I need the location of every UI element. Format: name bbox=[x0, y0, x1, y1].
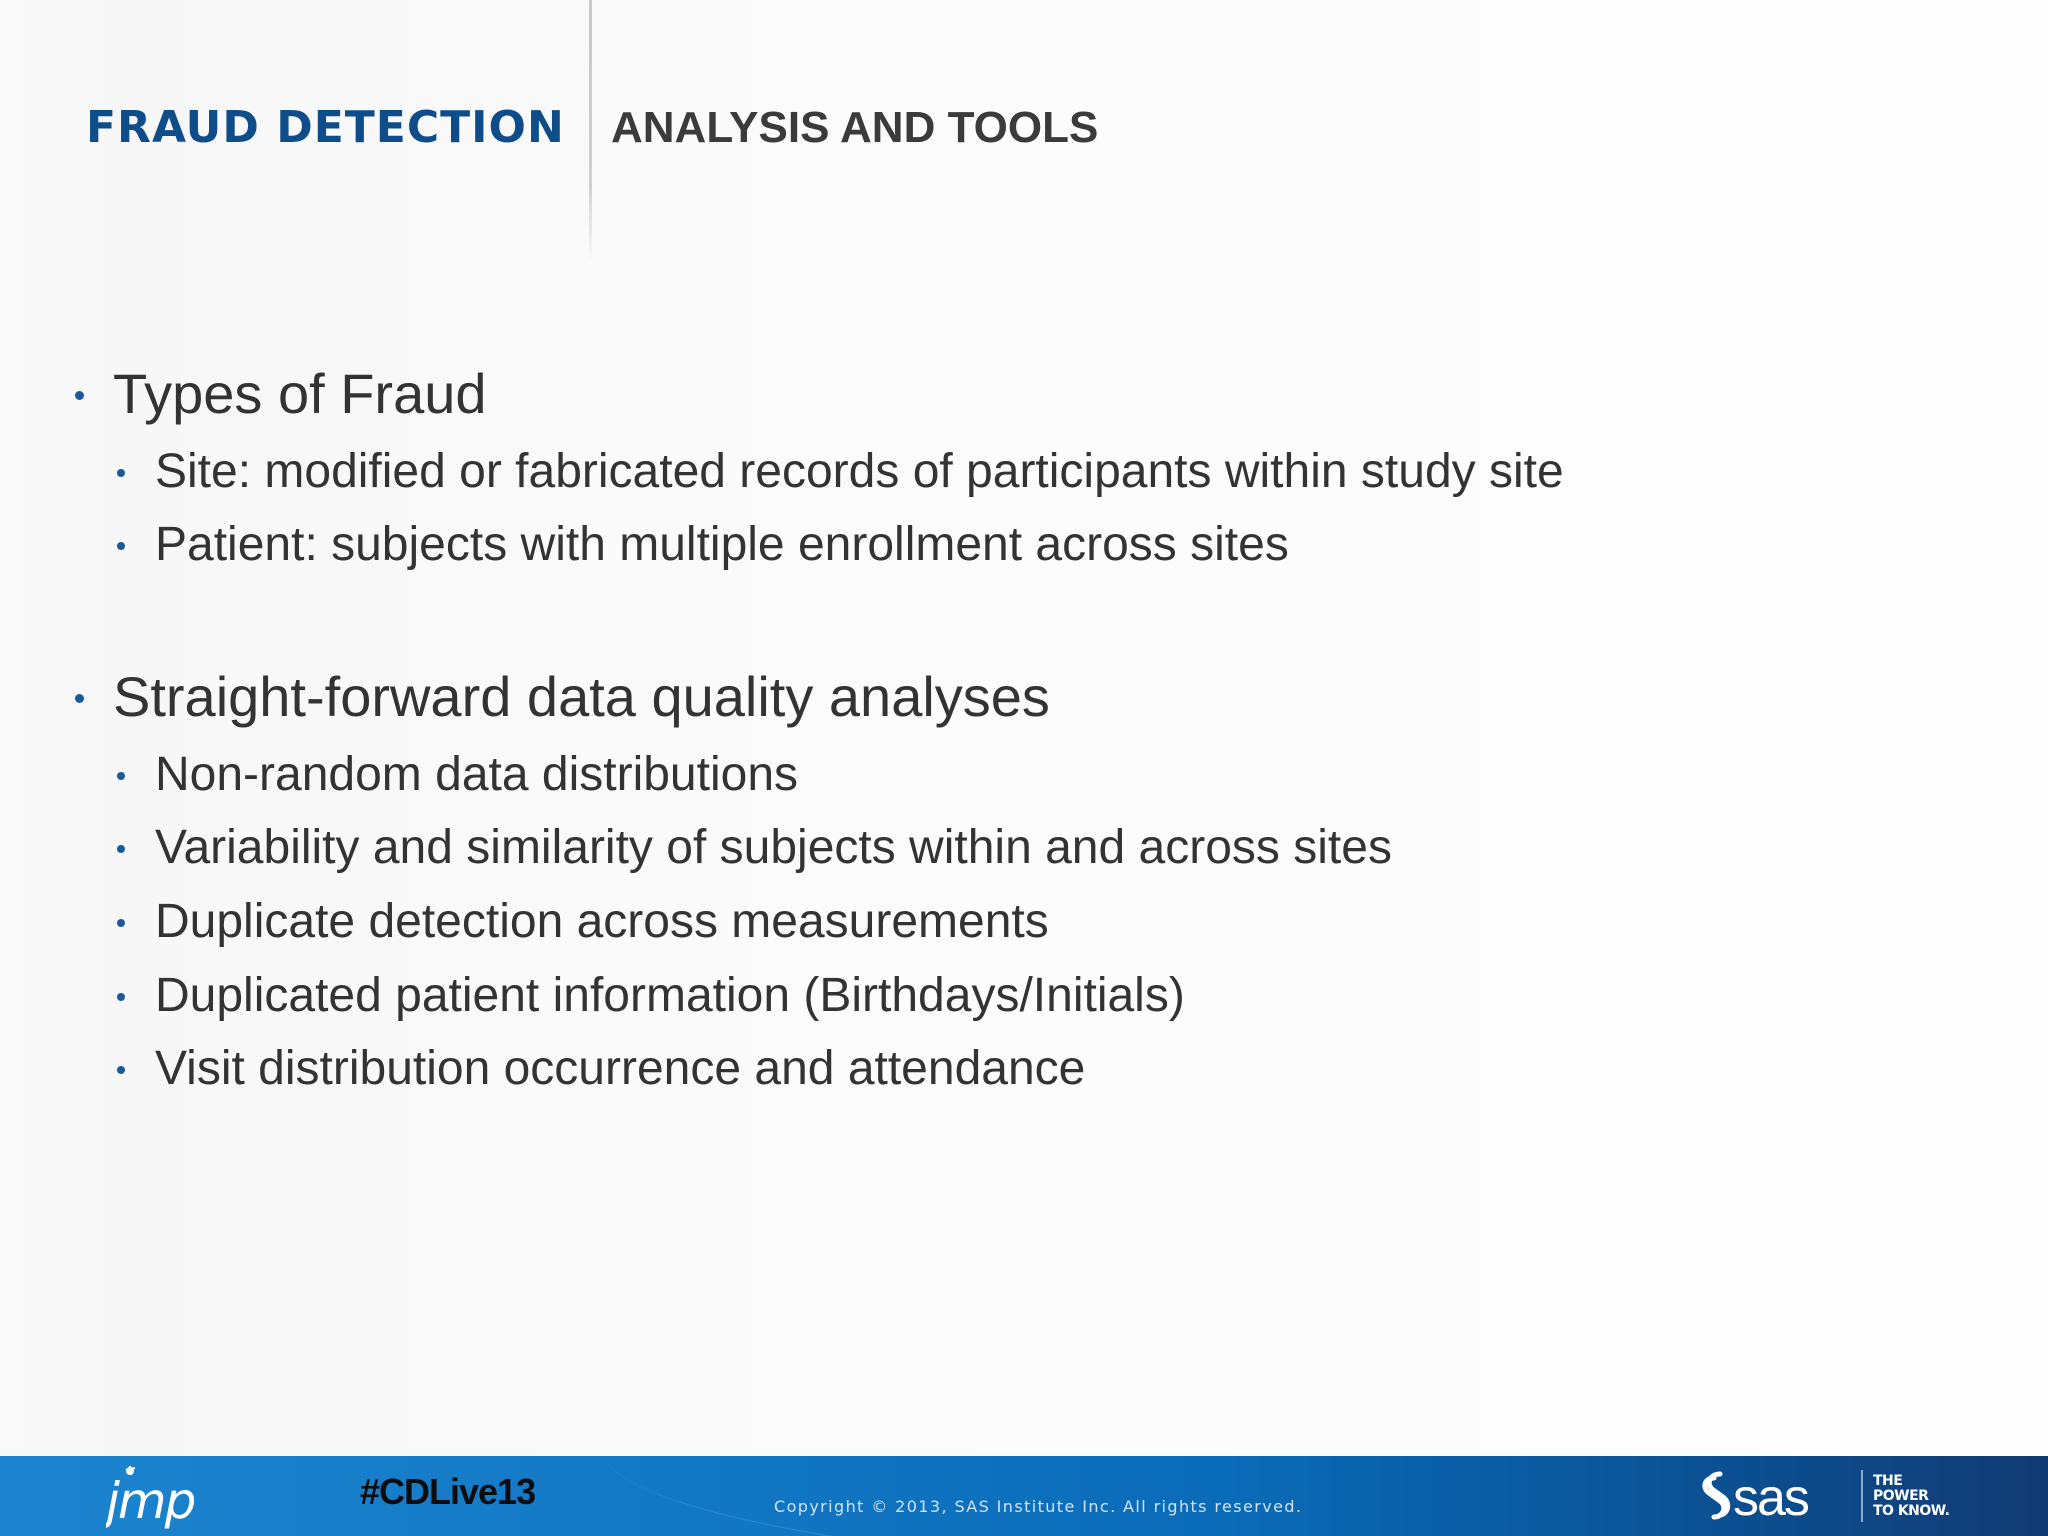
sub-bullet-text: Variability and similarity of subjects within and across sites bbox=[155, 821, 1392, 874]
sub-bullet-item bbox=[155, 892, 1049, 952]
sub-bullet-text: Site: modified or fabricated records of participants within study site bbox=[155, 445, 1564, 498]
sub-bullet-text: Non-random data distributions bbox=[155, 748, 799, 801]
bullet-dot-icon bbox=[117, 1066, 125, 1074]
sas-logo bbox=[1700, 1468, 1845, 1526]
jmp-logo-text: jmp bbox=[106, 1472, 195, 1530]
sub-bullet-item bbox=[155, 818, 1392, 878]
hashtag: #CDLive13 bbox=[360, 1471, 536, 1512]
bullet-dot-icon bbox=[117, 919, 125, 927]
sub-bullet-text: Patient: subjects with multiple enrollment across sites bbox=[155, 518, 1289, 571]
bullet-dot-icon bbox=[117, 542, 125, 550]
tagline-line: TO KNOW. bbox=[1873, 1503, 1950, 1519]
bullet-item bbox=[113, 360, 487, 428]
bullet-dot-icon bbox=[117, 845, 125, 853]
sas-logo-text: sas bbox=[1733, 1469, 1808, 1526]
copyright-text: Copyright © 2013, SAS Institute Inc. All rights reserved. bbox=[774, 1497, 1303, 1516]
footer-bar bbox=[0, 1456, 2048, 1536]
bullet-text: Types of Fraud bbox=[113, 362, 487, 425]
bullet-dot-icon bbox=[75, 391, 84, 400]
sub-bullet-text: Visit distribution occurrence and attendance bbox=[155, 1042, 1086, 1095]
sas-swirl-icon bbox=[1705, 1474, 1728, 1517]
tagline-line: THE bbox=[1873, 1473, 1903, 1489]
logo-divider bbox=[1861, 1470, 1863, 1522]
bullet-text: Straight-forward data quality analyses bbox=[113, 665, 1050, 728]
slide-section-title: FRAUD DETECTION bbox=[86, 102, 565, 153]
sub-bullet-item bbox=[155, 515, 1289, 575]
bullet-item bbox=[113, 663, 1050, 731]
sub-bullet-item bbox=[155, 1039, 1085, 1099]
header-divider bbox=[589, 0, 592, 262]
tagline-line: POWER bbox=[1873, 1488, 1929, 1504]
bullet-dot-icon bbox=[117, 469, 125, 477]
sub-bullet-item bbox=[155, 442, 1564, 502]
jmp-logo bbox=[106, 1462, 226, 1530]
sub-bullet-item bbox=[155, 745, 798, 805]
bullet-dot-icon bbox=[117, 993, 125, 1001]
bullet-dot-icon bbox=[117, 772, 125, 780]
slide-title: ANALYSIS AND TOOLS bbox=[611, 103, 1099, 152]
sas-tagline bbox=[1873, 1474, 1949, 1519]
sub-bullet-text: Duplicate detection across measurements bbox=[155, 895, 1049, 948]
bullet-dot-icon bbox=[75, 694, 84, 703]
sub-bullet-item bbox=[155, 966, 1185, 1026]
sub-bullet-text: Duplicated patient information (Birthdays/Initials) bbox=[155, 969, 1185, 1022]
